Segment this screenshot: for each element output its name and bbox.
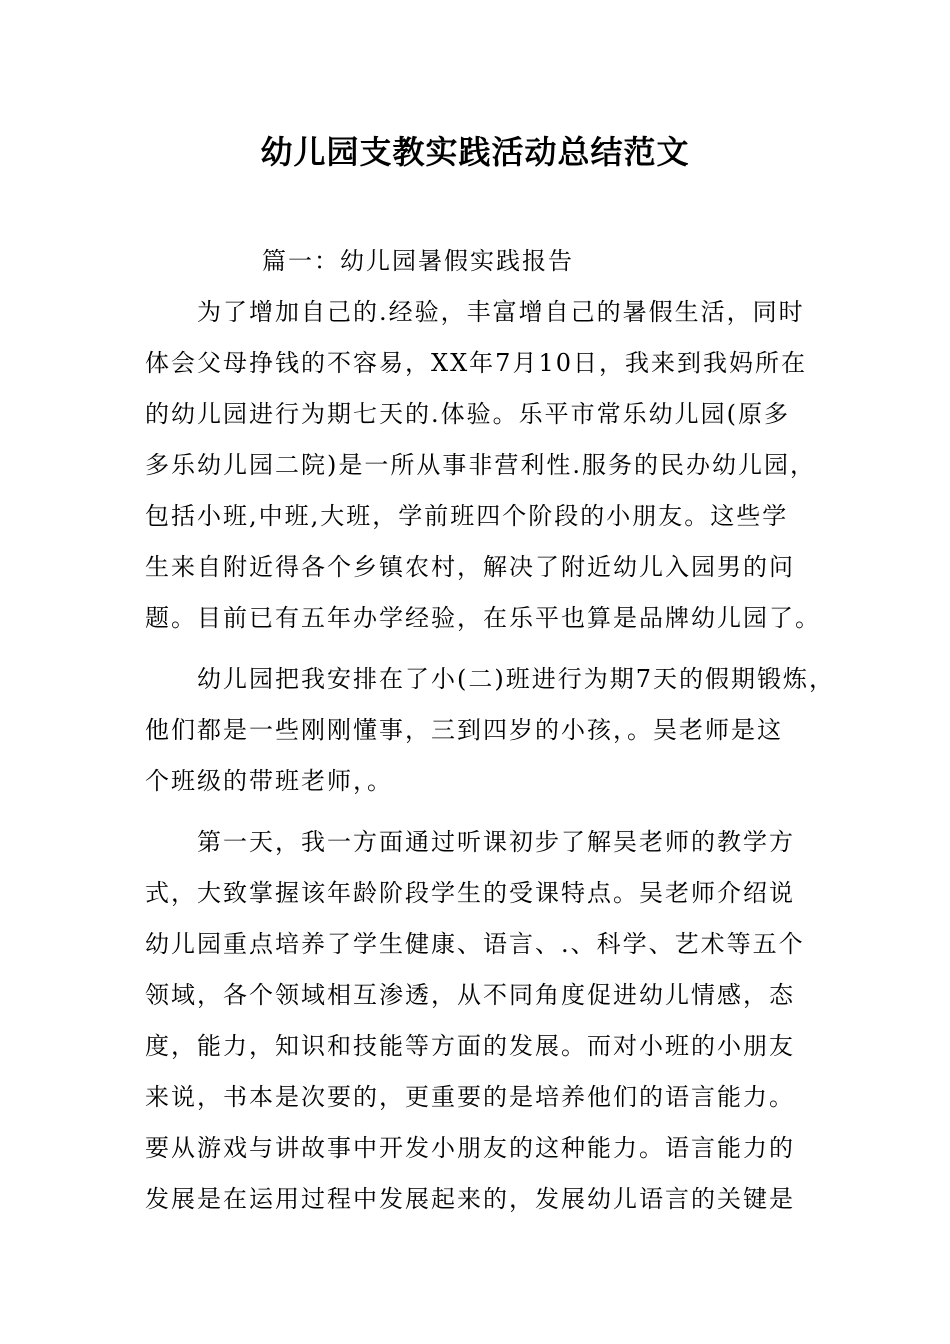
paragraph-line: 他们都是一些刚刚懂事，三到四岁的小孩，。吴老师是这 [145, 716, 783, 744]
paragraph-line: 要从游戏与讲故事中开发小朋友的这种能力。语言能力的 [145, 1134, 795, 1162]
paragraph-line: 个班级的带班老师，。 [145, 767, 393, 795]
paragraph-line: 发展是在运用过程中发展起来的，发展幼儿语言的关键是 [145, 1185, 795, 1213]
paragraph-line: 幼儿园把我安排在了小(二)班进行为期7天的假期锻炼， [197, 665, 835, 693]
paragraph-line: 多乐幼儿园二院)是一所从事非营利性.服务的民办幼儿园， [145, 451, 816, 479]
section-heading: 篇一：幼儿园暑假实践报告 [262, 247, 574, 275]
document-title: 幼儿园支教实践活动总结范文 [260, 133, 690, 171]
paragraph-line: 度，能力，知识和技能等方面的发展。而对小班的小朋友 [145, 1032, 795, 1060]
paragraph-line: 题。目前已有五年办学经验，在乐平也算是品牌幼儿园了。 [145, 604, 821, 632]
paragraph-line: 领域，各个领域相互渗透，从不同角度促进幼儿情感，态 [145, 981, 795, 1009]
document-body [145, 236, 835, 1225]
paragraph-line: 体会父母挣钱的不容易，XX年7月10日，我来到我妈所在 [145, 349, 807, 377]
paragraph-line: 来说，书本是次要的，更重要的是培养他们的语言能力。 [145, 1083, 795, 1111]
paragraph-line: 为了增加自己的.经验，丰富增自己的暑假生活，同时 [197, 298, 805, 326]
paragraph-line: 的幼儿园进行为期七天的.体验。乐平市常乐幼儿园(原多 [145, 400, 790, 428]
paragraph-line: 幼儿园重点培养了学生健康、语言、.、科学、艺术等五个 [145, 930, 805, 958]
paragraph-line: 生来自附近得各个乡镇农村，解决了附近幼儿入园男的问 [145, 553, 795, 581]
paragraph-line: 包括小班,中班,大班，学前班四个阶段的小朋友。这些学 [145, 502, 789, 530]
paragraph-line: 式，大致掌握该年龄阶段学生的受课特点。吴老师介绍说 [145, 879, 795, 907]
paragraph-line: 第一天，我一方面通过听课初步了解吴老师的教学方 [197, 828, 795, 856]
